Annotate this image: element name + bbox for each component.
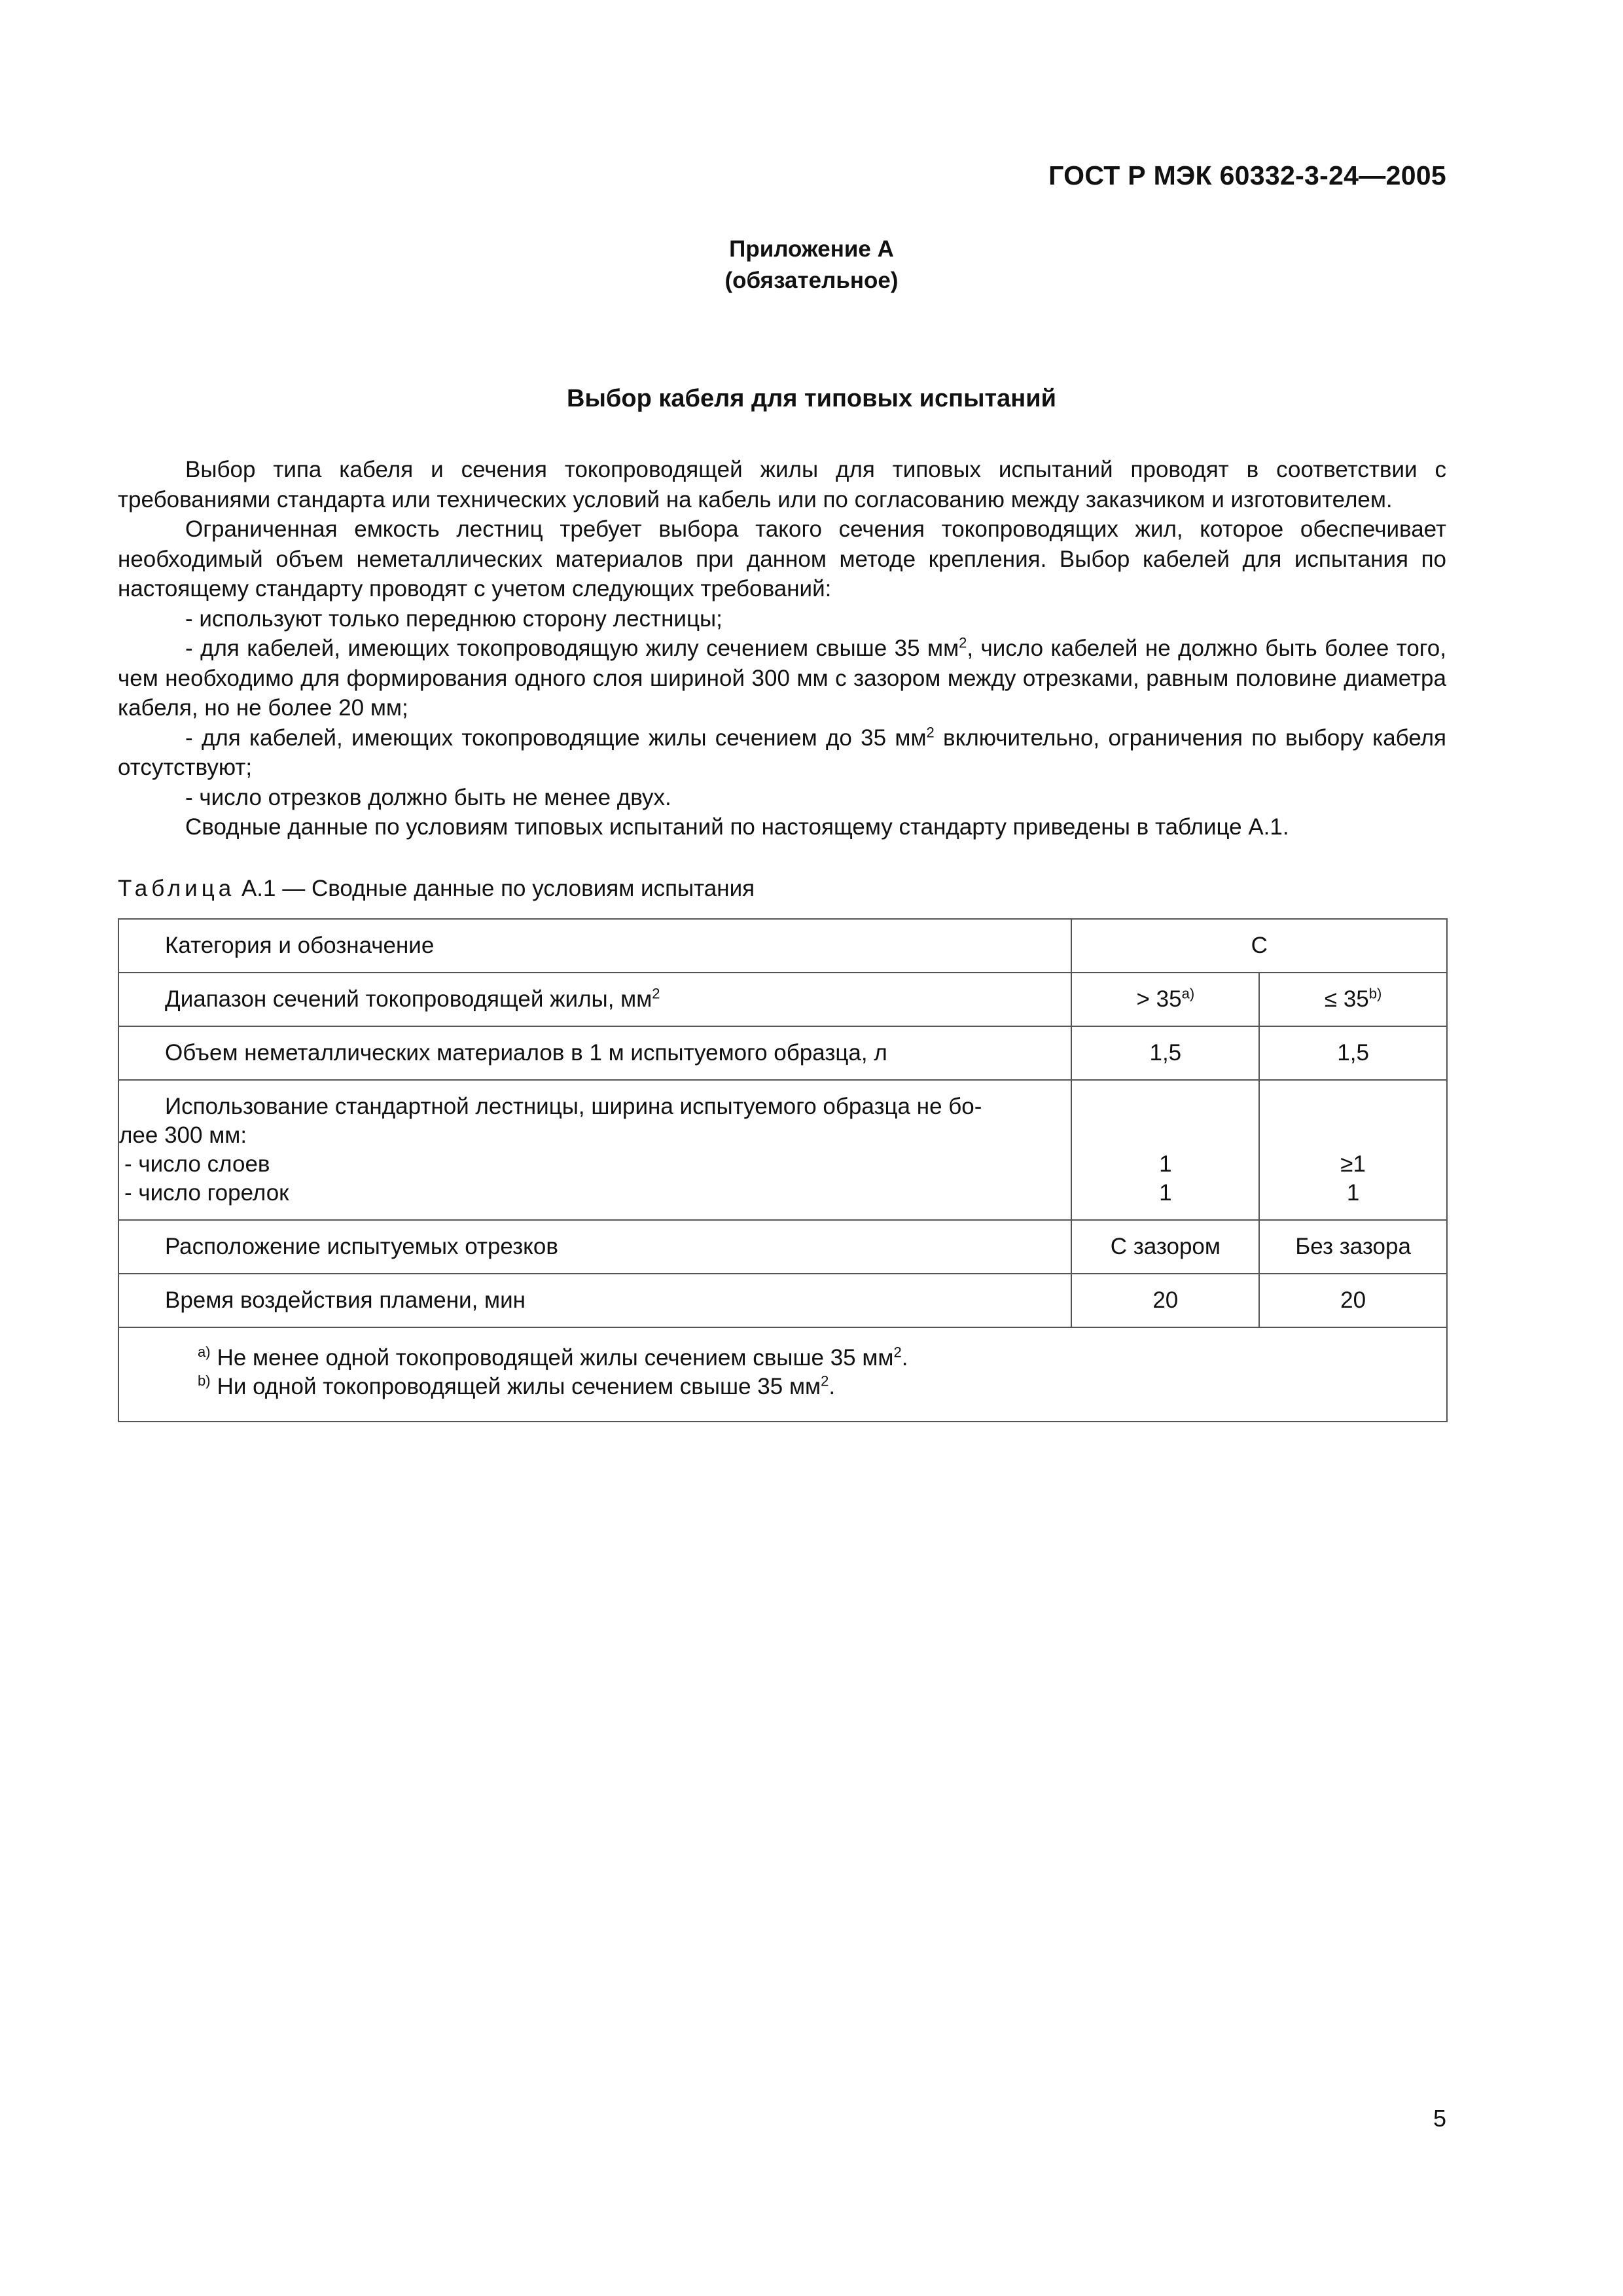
bullet-2-text-a: - для кабелей, имеющих токопроводящую жилу сечением свыше 35 мм xyxy=(185,636,959,661)
range-label-text: Диапазон сечений токопроводящей жилы, мм xyxy=(165,986,652,1012)
annex-status: (обязательное) xyxy=(724,268,899,293)
flame-time-value-2: 20 xyxy=(1259,1274,1447,1327)
body-text xyxy=(118,455,1446,842)
ladder-label-line1: Использование стандартной лестницы, ширина испытуемого образца не бо- xyxy=(165,1094,982,1119)
volume-value-1: 1,5 xyxy=(1071,1026,1259,1080)
row-label-flame-time: Время воздействия пламени, мин xyxy=(118,1274,1071,1327)
footnote-a-mark: а) xyxy=(198,1344,211,1361)
arrangement-value-1: С зазором xyxy=(1071,1220,1259,1274)
range-value-1 xyxy=(1071,973,1259,1026)
ladder-values-1 xyxy=(1071,1080,1259,1220)
table-caption-rest: А.1 — Сводные данные по условиям испытания xyxy=(235,876,755,901)
category-value: C xyxy=(1071,919,1447,973)
table-row xyxy=(118,919,1447,973)
row-label-volume: Объем неметаллических материалов в 1 м испытуемого образца, л xyxy=(118,1026,1071,1080)
row-label-category: Категория и обозначение xyxy=(118,919,1071,973)
table-caption-word: Таблица xyxy=(118,876,236,901)
footnote-b-mark: b) xyxy=(198,1372,211,1390)
table-row xyxy=(118,973,1447,1026)
bullet-2-sup: 2 xyxy=(959,634,967,651)
summary-table xyxy=(118,918,1448,1422)
bullet-2 xyxy=(118,634,1446,723)
bullet-3 xyxy=(118,723,1446,783)
table-footnotes xyxy=(118,1327,1447,1422)
bullet-1: - используют только переднюю сторону лестницы; xyxy=(185,605,722,632)
range-v1-text: > 35 xyxy=(1136,986,1182,1012)
footnote-a-text: Не менее одной токопроводящей жилы сечением свыше 35 мм xyxy=(217,1345,894,1371)
footnote-a-sup: 2 xyxy=(893,1344,902,1361)
row-label-arrangement: Расположение испытуемых отрезков xyxy=(118,1220,1071,1274)
ladder-label-line2: лее 300 мм: xyxy=(119,1122,247,1148)
layers-value-2: ≥1 xyxy=(1340,1151,1366,1177)
table-row xyxy=(118,1327,1447,1422)
row-label-range xyxy=(118,973,1071,1026)
volume-value-2: 1,5 xyxy=(1259,1026,1447,1080)
flame-time-value-1: 20 xyxy=(1071,1274,1259,1327)
paragraph-2: Ограниченная емкость лестниц требует выбора такого сечения токопроводящих жил, которое обеспечивает необходимый объем неметаллических материалов при данном методе крепления. Выбор кабелей для испытания по настоящему стандарту проводят с учетом следующих требований: xyxy=(118,516,1446,601)
layers-value-1: 1 xyxy=(1159,1151,1172,1177)
table-row xyxy=(118,1274,1447,1327)
burners-value-1: 1 xyxy=(1159,1180,1172,1206)
row-label-ladder xyxy=(118,1080,1071,1220)
footnote-a-end: . xyxy=(901,1345,908,1371)
ladder-layers-label: - число слоев xyxy=(124,1151,270,1177)
range-value-2 xyxy=(1259,973,1447,1026)
section-title: Выбор кабеля для типовых испытаний xyxy=(567,385,1056,412)
arrangement-value-2: Без зазора xyxy=(1259,1220,1447,1274)
bullet-2-text-b: , число кабелей не должно быть более того, чем необходимо для формирования одного слоя шириной 300 мм с зазором между отрезками, равным половине диаметра кабеля, но не более 20 мм; xyxy=(118,636,1446,721)
bullet-3-text-b: включительно, ограничения по выбору кабеля отсутствуют; xyxy=(118,725,1447,780)
annex-heading xyxy=(0,234,1623,296)
bullet-3-sup: 2 xyxy=(926,723,935,740)
footnote-b-text: Ни одной токопроводящей жилы сечением свыше 35 мм xyxy=(217,1374,821,1399)
table-row xyxy=(118,1220,1447,1274)
table-caption xyxy=(118,876,755,902)
footnote-b-end: . xyxy=(829,1374,836,1399)
burners-value-2: 1 xyxy=(1346,1180,1360,1206)
table-row xyxy=(118,1080,1447,1220)
page-number: 5 xyxy=(1433,2105,1446,2132)
footnote-b-sup: 2 xyxy=(821,1372,829,1390)
table-row xyxy=(118,1026,1447,1080)
bullet-3-text-a: - для кабелей, имеющих токопроводящие жилы сечением до 35 мм xyxy=(185,725,927,751)
annex-title: Приложение А xyxy=(729,236,894,262)
footnote-b xyxy=(198,1372,1433,1401)
range-v2-sup: b) xyxy=(1368,985,1382,1002)
paragraph-3: Сводные данные по условиям типовых испытаний по настоящему стандарту приведены в таблице А.1. xyxy=(185,814,1289,840)
ladder-values-2 xyxy=(1259,1080,1447,1220)
range-v2-text: ≤ 35 xyxy=(1324,986,1369,1012)
range-label-sup: 2 xyxy=(652,985,660,1002)
bullet-4: - число отрезков должно быть не менее двух. xyxy=(185,784,671,810)
footnote-a xyxy=(198,1344,1433,1372)
paragraph-1: Выбор типа кабеля и сечения токопроводящей жилы для типовых испытаний проводят в соответствии с требованиями стандарта или технических условий на кабель или по согласованию между заказчиком и изготовителем. xyxy=(118,457,1446,512)
ladder-burners-label: - число горелок xyxy=(124,1180,289,1206)
document-code: ГОСТ Р МЭК 60332-3-24—2005 xyxy=(1048,160,1446,190)
range-v1-sup: а) xyxy=(1181,985,1195,1002)
